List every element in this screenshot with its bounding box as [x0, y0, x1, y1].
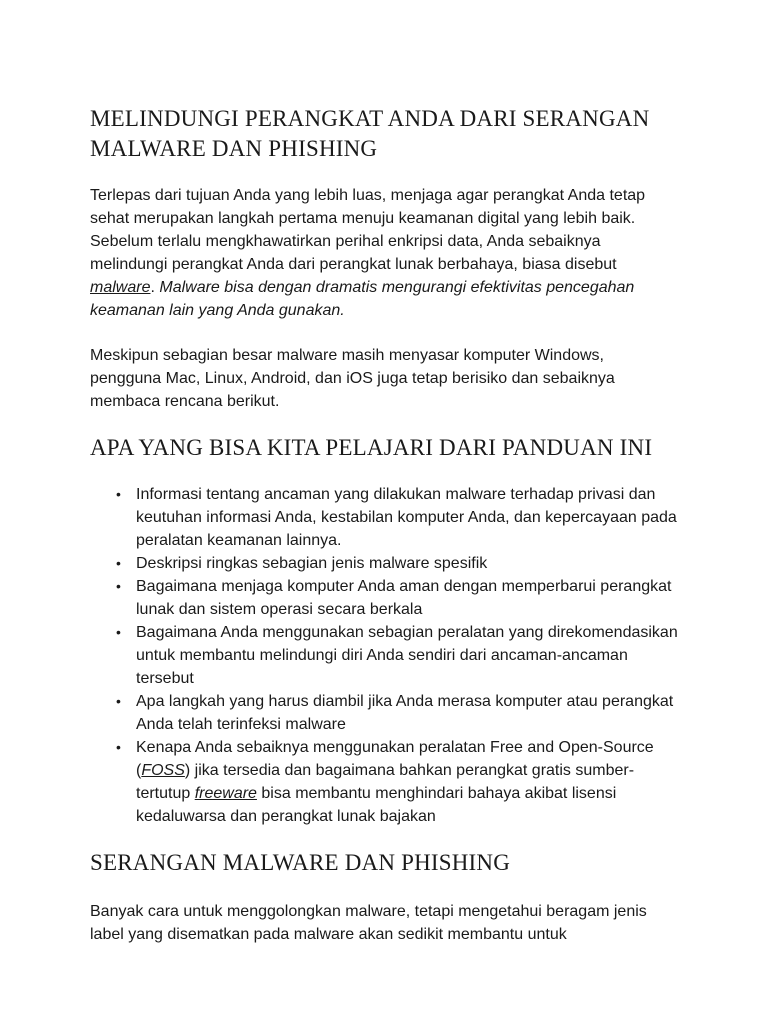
- learn-list: [90, 483, 678, 828]
- malware-link[interactable]: malware: [90, 279, 151, 296]
- list-item: • Deskripsi ringkas sebagian jenis malware spesifik: [136, 552, 678, 575]
- list-item: • Informasi tentang ancaman yang dilakukan malware terhadap privasi dan keutuhan informasi Anda, kestabilan komputer Anda, dan kepercayaan pada peralatan keamanan lainnya.: [136, 483, 678, 552]
- intro-italic-sentence: Malware bisa dengan dramatis mengurangi efektivitas pencegahan keamanan lain yang Anda gunakan.: [90, 279, 635, 319]
- page-title: MELINDUNGI PERANGKAT ANDA DARI SERANGAN MALWARE DAN PHISHING: [90, 106, 650, 161]
- item6-text-a: Kenapa Anda sebaiknya menggunakan peralatan Free and Open-Source (: [136, 739, 654, 779]
- platforms-paragraph: Meskipun sebagian besar malware masih menyasar komputer Windows, pengguna Mac, Linux, Android, dan iOS juga tetap berisiko dan sebaiknya membaca rencana berikut.: [90, 347, 615, 410]
- list-item: • Bagaimana Anda menggunakan sebagian peralatan yang direkomendasikan untuk membantu melindungi diri Anda sendiri dari ancaman-ancaman tersebut: [136, 621, 678, 690]
- intro-text: Terlepas dari tujuan Anda yang lebih luas, menjaga agar perangkat Anda tetap sehat merupakan langkah pertama menuju keamanan digital yang lebih baik. Sebelum terlalu mengkhawatirkan perihal enkripsi data, Anda sebaiknya melindungi perangkat Anda dari perangkat lunak berbahaya, biasa disebut: [90, 187, 646, 273]
- attack-heading: SERANGAN MALWARE DAN PHISHING: [90, 850, 511, 875]
- malware-categories-paragraph: Banyak cara untuk menggolongkan malware, tetapi mengetahui beragam jenis label yang disematkan pada malware akan sedikit membantu untuk: [90, 903, 647, 943]
- intro-paragraph: [90, 184, 678, 322]
- learn-heading: APA YANG BISA KITA PELAJARI DARI PANDUAN INI: [90, 435, 653, 460]
- list-item: [136, 736, 678, 828]
- intro-punct: .: [150, 279, 160, 296]
- list-item: • Bagaimana menjaga komputer Anda aman dengan memperbarui perangkat lunak dan sistem operasi secara berkala: [136, 575, 678, 621]
- item6-text-b: ) jika tersedia dan bagaimana bahkan perangkat gratis sumber-tertutup: [136, 762, 635, 802]
- foss-link[interactable]: FOSS: [141, 762, 185, 779]
- list-item: • Apa langkah yang harus diambil jika Anda merasa komputer atau perangkat Anda telah terinfeksi malware: [136, 690, 678, 736]
- freeware-link[interactable]: freeware: [194, 785, 257, 802]
- item6-text-c: bisa membantu menghindari bahaya akibat lisensi kedaluwarsa dan perangkat lunak bajakan: [136, 785, 617, 825]
